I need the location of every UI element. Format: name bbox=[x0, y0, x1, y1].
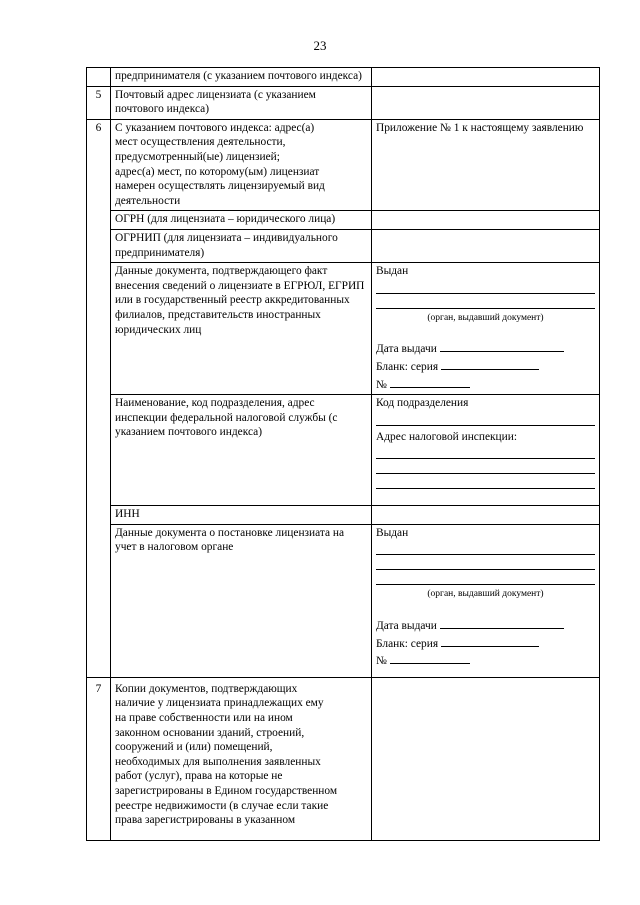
number-row bbox=[376, 375, 595, 393]
blank-series-input[interactable] bbox=[441, 634, 539, 647]
blank-series-row bbox=[376, 634, 595, 652]
table-row bbox=[87, 677, 600, 840]
issued-input-line[interactable] bbox=[376, 555, 595, 570]
field-label: Наименование, код подразделения, адрес инспекции федеральной налоговой службы (с указанием почтового индекса) bbox=[111, 395, 372, 506]
field-value bbox=[372, 263, 600, 395]
field-value bbox=[372, 229, 600, 262]
text-line: работ (услуг), права на которые не bbox=[115, 770, 283, 783]
text-line: адрес(а) мест, по которому(ым) лицензиат bbox=[115, 165, 320, 178]
issued-input-line[interactable] bbox=[376, 540, 595, 555]
table-row bbox=[87, 68, 600, 87]
row-number bbox=[87, 68, 111, 87]
table-row bbox=[87, 211, 600, 230]
tax-address-input-line[interactable] bbox=[376, 444, 595, 459]
field-label: ИНН bbox=[111, 506, 372, 525]
field-value bbox=[372, 68, 600, 87]
text-line: законном основании зданий, строений, bbox=[115, 726, 305, 739]
blank-series-row bbox=[376, 357, 595, 375]
tax-code-input-line[interactable] bbox=[376, 411, 595, 426]
field-label: Почтовый адрес лицензиата (с указанием почтового индекса) bbox=[111, 86, 372, 119]
issued-input-line[interactable] bbox=[376, 570, 595, 585]
text-line: Копии документов, подтверждающих bbox=[115, 682, 298, 695]
field-value bbox=[372, 506, 600, 525]
text-line: мест осуществления деятельности, bbox=[115, 136, 286, 149]
row-number: 7 bbox=[87, 677, 111, 840]
text-line: намерен осуществлять лицензируемый вид bbox=[115, 180, 325, 193]
table-row bbox=[87, 395, 600, 506]
field-label: ОГРН (для лицензиата – юридического лица) bbox=[111, 211, 372, 230]
field-value bbox=[372, 524, 600, 677]
text-line: реестре недвижимости (в случае если такие bbox=[115, 799, 329, 812]
field-label: Данные документа, подтверждающего факт внесения сведений о лицензиате в ЕГРЮЛ, ЕГРИП или в государственный реестр аккредитованных филиалов, представительств иностранных юридических лиц bbox=[111, 263, 372, 395]
issuer-caption: (орган, выдавший документ) bbox=[427, 589, 544, 600]
text-line: предусмотренный(ые) лицензией; bbox=[115, 150, 280, 163]
row-number: 6 bbox=[87, 119, 111, 677]
blank-series-label: Бланк: серия bbox=[376, 637, 439, 650]
table-row bbox=[87, 86, 600, 119]
table-row bbox=[87, 506, 600, 525]
issue-date-label: Дата выдачи bbox=[376, 343, 437, 356]
number-label: № bbox=[376, 655, 387, 668]
field-label bbox=[111, 677, 372, 840]
text-line: С указанием почтового индекса: адрес(а) bbox=[115, 121, 315, 134]
text-line: зарегистрированы в Едином государственном bbox=[115, 785, 338, 797]
text-line: права зарегистрированы в указанном bbox=[115, 814, 296, 827]
field-value bbox=[372, 211, 600, 230]
tax-address-input-line[interactable] bbox=[376, 459, 595, 474]
issued-input-line[interactable] bbox=[376, 279, 595, 294]
table-row bbox=[87, 524, 600, 677]
application-form-table bbox=[86, 67, 600, 841]
number-input[interactable] bbox=[390, 651, 470, 664]
issued-label: Выдан bbox=[376, 526, 409, 539]
number-row bbox=[376, 651, 595, 669]
issue-date-label: Дата выдачи bbox=[376, 620, 437, 633]
table-row bbox=[87, 263, 600, 395]
issue-date-input[interactable] bbox=[440, 616, 564, 629]
blank-series-input[interactable] bbox=[441, 357, 539, 370]
issue-date-input[interactable] bbox=[440, 339, 564, 352]
number-input[interactable] bbox=[390, 375, 470, 388]
issuer-caption: (орган, выдавший документ) bbox=[427, 312, 544, 323]
field-value bbox=[372, 86, 600, 119]
text-line: деятельности bbox=[115, 194, 181, 207]
tax-address-label: Адрес налоговой инспекции: bbox=[376, 430, 517, 443]
text-line: наличие у лицензиата принадлежащих ему bbox=[115, 697, 324, 710]
field-value bbox=[372, 395, 600, 506]
issue-date-row bbox=[376, 616, 595, 634]
issued-input-line[interactable] bbox=[376, 294, 595, 309]
issue-date-row bbox=[376, 339, 595, 357]
field-value bbox=[372, 677, 600, 840]
blank-series-label: Бланк: серия bbox=[376, 360, 439, 373]
number-label: № bbox=[376, 378, 387, 391]
tax-address-input-line[interactable] bbox=[376, 474, 595, 489]
field-value: Приложение № 1 к настоящему заявлению bbox=[372, 119, 600, 211]
row-number: 5 bbox=[87, 86, 111, 119]
field-label: ОГРНИП (для лицензиата – индивидуального предпринимателя) bbox=[111, 229, 372, 262]
page-number: 23 bbox=[313, 38, 327, 53]
field-label: предпринимателя (с указанием почтового индекса) bbox=[111, 68, 372, 87]
field-label: Данные документа о постановке лицензиата на учет в налоговом органе bbox=[111, 524, 372, 677]
text-line: сооружений и (или) помещений, bbox=[115, 741, 273, 754]
issued-label: Выдан bbox=[376, 265, 409, 278]
table-row bbox=[87, 119, 600, 211]
field-label bbox=[111, 119, 372, 211]
table-row bbox=[87, 229, 600, 262]
text-line: необходимых для выполнения заявленных bbox=[115, 755, 321, 768]
tax-code-label: Код подразделения bbox=[376, 397, 469, 410]
text-line: на праве собственности или на ином bbox=[115, 712, 293, 725]
